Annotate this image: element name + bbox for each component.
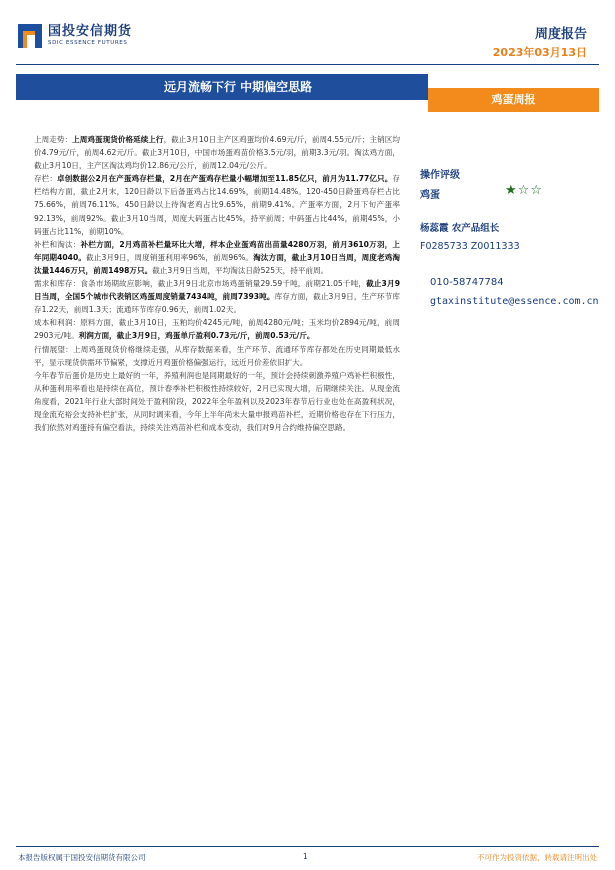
footer-disclaimer: 不可作为投资依据，转载请注明出处 (477, 853, 597, 862)
para-highlight: 上周鸡蛋现货价格延续上行 (72, 135, 164, 144)
footer-copyright: 本报告版权属于国投安信期货有限公司 (18, 853, 146, 862)
para-label: 存栏： (34, 174, 58, 184)
analyst-cert: F0285733 Z0011333 (420, 241, 520, 252)
rating-title: 操作评级 (420, 170, 460, 181)
analyst-email[interactable]: gtaxinstitute@essence.com.cn (430, 296, 599, 307)
para-text: 存栏结构方面，截止2月末，120日龄以下后备蛋鸡占比14.69%，前期14.48%。120-450日龄蛋鸡存栏占比75.66%，前周76.11%。450日龄以上待淘老鸡占比9.65%，前期9.41%。产蛋率方面，2月下旬产蛋率92.13%，前周92%。截止3月10当周，周度大码蛋占比45%，持平前周；中码蛋占比44%，前期45%，小码蛋占比11%，前期10%。 (34, 174, 401, 236)
para-text: 库存方面，截止3月9日，生产环节库存1.22天，前周1.3天；流通环节库存0.96天，前周1.02天。 (34, 292, 400, 315)
rating-stars (505, 183, 543, 198)
paragraph-cost-profit (34, 316, 400, 342)
company-logo (18, 24, 132, 48)
star-empty-icon: ☆ (517, 183, 531, 198)
para-text: 截止3月9日，周度销蛋利用率96%，前周96%。 (86, 252, 254, 262)
para-highlight: 补栏方面，2月鸡苗补栏量环比大增，样本企业蛋鸡苗出苗量4280万羽，前月3610万羽，上年同期4040。 (34, 239, 400, 262)
logo-name-en: SDIC ESSENCE FUTURES (48, 40, 128, 46)
report-category: 鸡蛋周报 (428, 88, 599, 112)
page-number: 1 (303, 852, 308, 861)
paragraph-price-trend (34, 133, 400, 172)
para-label: 上周走势： (34, 135, 73, 144)
para-text: 成本和利润：原料方面，截止3月10日，玉粕均价4245元/吨，前周4280元/吨；玉米均价2894元/吨，前周2903元/吨。 (34, 318, 400, 341)
paragraph-analysis: 今年春节后蛋价是历史上最好的一年，养殖利润也是同期最好的一年，预计会持续刺激养殖户鸡补栏积极性，从种蛋利用率看也是持续在高位，预计春季补栏积极性持续较好，2月已实现大增，后期继续关注。从现金流角度看，2021年行业大部时间处于盈利阶段，2022年全年盈利以及2023年春节后行业也处在高盈利状况，现金流充裕会支持补栏扩张，从同时调来看，今年上半年尚未大量申报鸡苗补栏，近期价格也存在下行压力，我们依然对鸡蛋持有偏空看法，持续关注鸡苗补栏和成本变动，我们对9月合约维持偏空思路。 (34, 370, 400, 433)
analyst-phone: 010-58747784 (430, 277, 504, 288)
star-empty-icon: ☆ (530, 183, 543, 198)
header-divider (16, 64, 599, 65)
logo-text (48, 25, 132, 47)
report-date: 2023年03月13日 (492, 46, 587, 59)
report-type: 周度报告 (534, 27, 587, 42)
para-highlight: 卓创数据公2月在产蛋鸡存栏量，2月在产蛋鸡存栏量小幅增加至11.85亿只，前月为11.77亿只。 (57, 174, 393, 184)
paragraph-outlook: 行情展望：上周鸡蛋现货价格继续走强，从库存数据来看，生产环节、流通环节库存都处在历史同期最低水平，显示现货供需环节偏紧，支撑近月鸡蛋价格偏强运行，远近月价差依旧扩大。 (34, 344, 400, 367)
paragraph-inventory (34, 172, 400, 237)
logo-mark-icon (18, 24, 42, 48)
para-text: 需求和库存：食条市场期故应影响，截止3月9日北京市场鸡蛋销量29.59千吨，前期21.05千吨， (34, 279, 367, 289)
report-title: 远月流畅下行 中期偏空思路 (16, 74, 428, 100)
para-highlight: 截止3月9日当周，全国5个城市代表销区鸡蛋周度销量7434吨，前周7393吨。 (34, 279, 400, 302)
paragraph-demand-stock (34, 277, 400, 316)
para-highlight: 淘汰方面，截止3月10日当周，周度老鸡淘汰量1446万只，前周1498万只。 (34, 252, 400, 275)
paragraph-restock-culling (34, 238, 400, 277)
logo-name-cn: 国投安信期货 (48, 24, 133, 39)
para-highlight: 利润方面，截止3月9日，鸡蛋单斤盈利0.73元/斤，前周0.53元/斤。 (78, 331, 315, 341)
analyst-name: 杨蕊霞 农产品组长 (420, 223, 500, 234)
footer-divider (16, 846, 599, 847)
para-label: 补栏和淘汰： (34, 239, 81, 249)
rating-product: 鸡蛋 (420, 190, 440, 201)
report-body (34, 133, 400, 434)
para-text: ，截止3月10日主产区鸡蛋均价4.69元/斤，前周4.55元/斤；主销区均价4.79元/斤，前周4.62元/斤。截止3月10日，中国市场蛋鸡苗价格3.5元/羽，前期3.3元/羽。淘汰鸡方面，截止3月10日，主产区淘汰鸡均价12.86元/公斤，前周12.04元/公斤。 (34, 135, 401, 171)
star-filled-icon: ★ (505, 183, 518, 198)
para-text: 截止3月9日当周，平均淘汰日龄525天，持平前周。 (152, 265, 329, 275)
